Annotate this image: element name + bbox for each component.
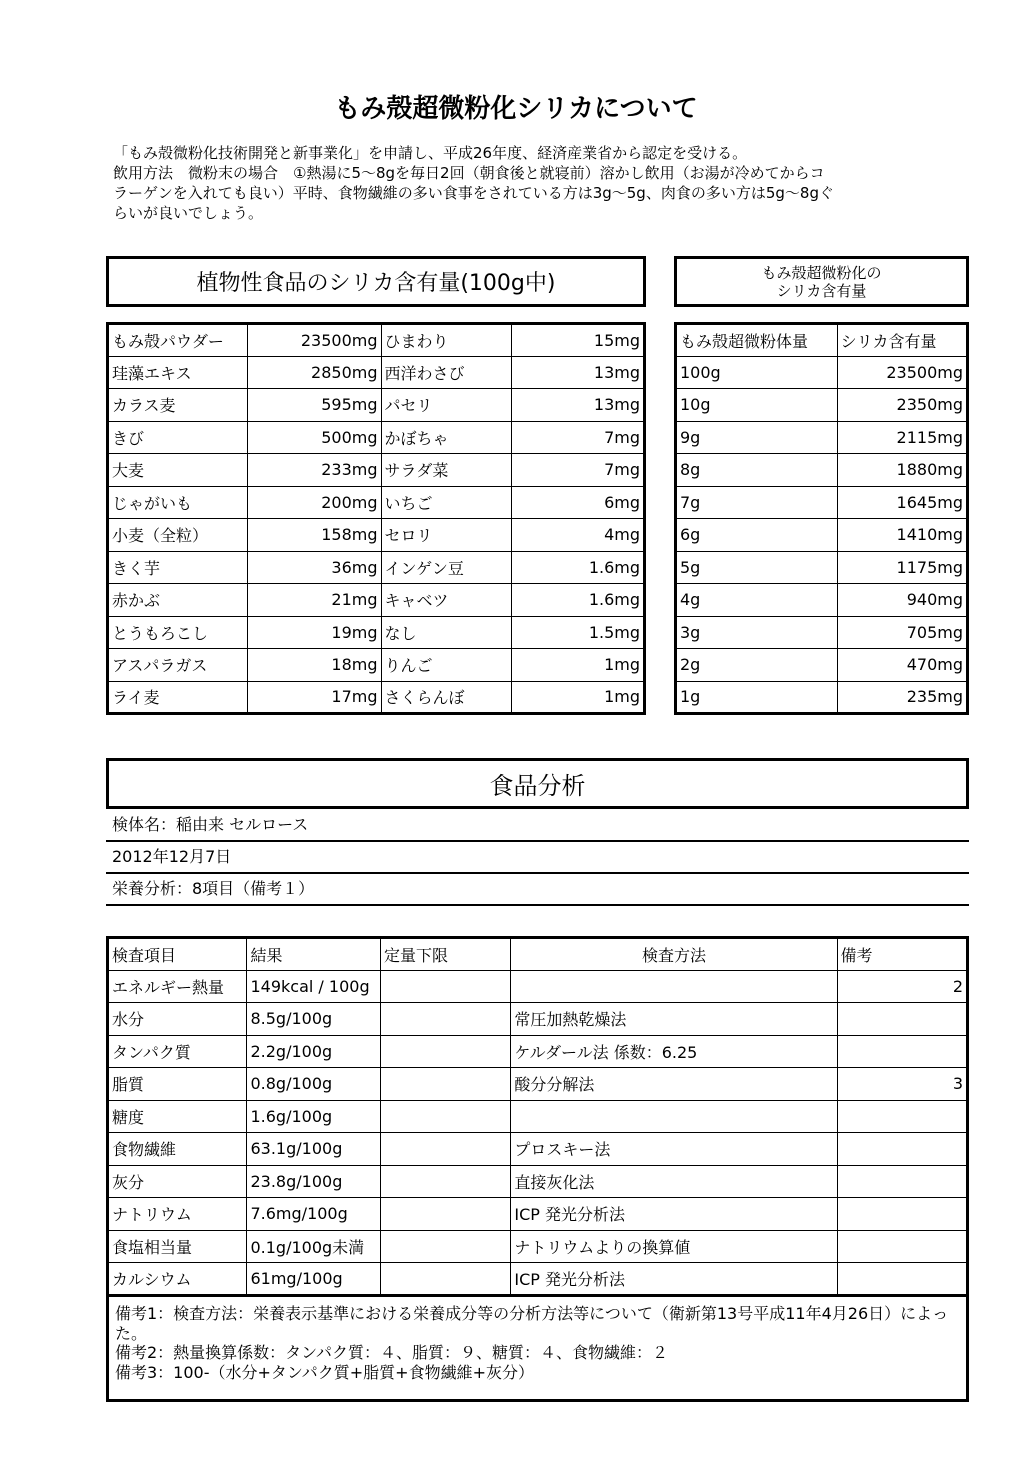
table-cell: りんご bbox=[381, 649, 512, 682]
table-cell bbox=[380, 1230, 510, 1263]
analysis-date: 2012年12月7日 bbox=[106, 842, 969, 874]
table-row bbox=[108, 1035, 968, 1068]
table-row bbox=[108, 551, 645, 584]
table-cell bbox=[380, 1003, 510, 1036]
header-cell: 備考 bbox=[837, 938, 967, 971]
table-row bbox=[108, 1068, 968, 1101]
table-cell: 23500mg bbox=[837, 356, 967, 389]
table-cell: ナトリウム bbox=[108, 1198, 247, 1231]
table-cell: ライ麦 bbox=[108, 681, 248, 714]
momi-silica-table bbox=[674, 322, 969, 715]
table-cell: 1.5mg bbox=[512, 616, 645, 649]
table-row bbox=[108, 486, 645, 519]
table-cell bbox=[837, 1100, 967, 1133]
table-cell: 2350mg bbox=[837, 389, 967, 422]
table-cell bbox=[837, 1263, 967, 1296]
table-cell: 63.1g/100g bbox=[247, 1133, 380, 1166]
table-cell: 1175mg bbox=[837, 551, 967, 584]
table-cell: 糖度 bbox=[108, 1100, 247, 1133]
table-cell: アスパラガス bbox=[108, 649, 248, 682]
table-cell bbox=[511, 970, 837, 1003]
table-row bbox=[676, 356, 968, 389]
intro-line: ラーゲンを入れても良い）平時、食物繊維の多い食事をされている方は3g～5g、肉食の多い方は5g～8gぐ bbox=[113, 184, 834, 202]
table-row bbox=[108, 616, 645, 649]
table-cell: なし bbox=[381, 616, 512, 649]
table-cell: 17mg bbox=[247, 681, 381, 714]
table-row bbox=[676, 584, 968, 617]
table-cell: 0.8g/100g bbox=[247, 1068, 380, 1101]
table-cell: 直接灰化法 bbox=[511, 1165, 837, 1198]
table-row bbox=[108, 356, 645, 389]
table-cell: 1g bbox=[676, 681, 838, 714]
note-line: 備考1：検査方法：栄養表示基準における栄養成分等の分析方法等について（衛新第13号平成11年4月26日）によった。 bbox=[115, 1304, 949, 1343]
header-cell: もみ殻超微粉体量 bbox=[676, 324, 838, 357]
analysis-items: 栄養分析：8項目（備考１） bbox=[106, 874, 969, 906]
page-title: もみ殻超微粉化シリカについて bbox=[334, 94, 698, 124]
table-cell: 常圧加熱乾燥法 bbox=[511, 1003, 837, 1036]
table-row bbox=[108, 324, 645, 357]
table-cell: 7.6mg/100g bbox=[247, 1198, 380, 1231]
table-cell: 大麦 bbox=[108, 454, 248, 487]
table-row bbox=[108, 421, 645, 454]
food-analysis-heading: 食品分析 bbox=[106, 758, 969, 809]
notes-box bbox=[106, 1297, 969, 1402]
table-cell: 940mg bbox=[837, 584, 967, 617]
table-row bbox=[676, 389, 968, 422]
table-cell: 8.5g/100g bbox=[247, 1003, 380, 1036]
table-row bbox=[108, 1198, 968, 1231]
table-cell: 1645mg bbox=[837, 486, 967, 519]
table-cell: 1mg bbox=[512, 649, 645, 682]
plant-silica-heading: 植物性食品のシリカ含有量(100g中) bbox=[106, 256, 646, 307]
table-cell: 1.6mg bbox=[512, 584, 645, 617]
table-cell: 2.2g/100g bbox=[247, 1035, 380, 1068]
table-row bbox=[108, 649, 645, 682]
table-cell: 10g bbox=[676, 389, 838, 422]
header-cell: 検査項目 bbox=[108, 938, 247, 971]
table-cell: 13mg bbox=[512, 356, 645, 389]
table-cell: 2g bbox=[676, 649, 838, 682]
table-cell: サラダ菜 bbox=[381, 454, 512, 487]
table-row bbox=[676, 454, 968, 487]
table-cell bbox=[511, 1100, 837, 1133]
note-line: 備考2：熱量換算係数：タンパク質：４、脂質：９、糖質：４、食物繊維：２ bbox=[115, 1343, 669, 1362]
table-cell: 595mg bbox=[247, 389, 381, 422]
table-cell: ナトリウムよりの換算値 bbox=[511, 1230, 837, 1263]
momi-heading-line: シリカ含有量 bbox=[776, 281, 867, 300]
table-cell: ICP 発光分析法 bbox=[511, 1198, 837, 1231]
table-cell: カルシウム bbox=[108, 1263, 247, 1296]
table-cell bbox=[380, 970, 510, 1003]
table-cell: ICP 発光分析法 bbox=[511, 1263, 837, 1296]
table-row bbox=[108, 970, 968, 1003]
intro-line: 「もみ殻微粉化技術開発と新事業化」を申請し、平成26年度、経済産業省から認定を受ける。 bbox=[113, 144, 748, 162]
table-cell bbox=[380, 1133, 510, 1166]
table-cell: さくらんぼ bbox=[381, 681, 512, 714]
table-row bbox=[676, 486, 968, 519]
table-cell: 1.6g/100g bbox=[247, 1100, 380, 1133]
table-cell: 珪藻エキス bbox=[108, 356, 248, 389]
table-cell: 0.1g/100g未満 bbox=[247, 1230, 380, 1263]
table-cell: カラス麦 bbox=[108, 389, 248, 422]
table-cell: 2850mg bbox=[247, 356, 381, 389]
table-cell: 1880mg bbox=[837, 454, 967, 487]
table-row bbox=[676, 649, 968, 682]
header-cell: 検査方法 bbox=[511, 938, 837, 971]
table-header-row bbox=[676, 324, 968, 357]
note-line: 備考3：100-（水分+タンパク質+脂質+食物繊維+灰分） bbox=[115, 1362, 534, 1382]
table-cell: 6mg bbox=[512, 486, 645, 519]
table-row bbox=[676, 421, 968, 454]
table-cell: 6g bbox=[676, 519, 838, 552]
intro-line: らいが良いでしょう。 bbox=[113, 204, 264, 222]
table-cell: 7g bbox=[676, 486, 838, 519]
table-cell: 149kcal / 100g bbox=[247, 970, 380, 1003]
table-cell: 1mg bbox=[512, 681, 645, 714]
header-cell: シリカ含有量 bbox=[837, 324, 967, 357]
table-cell: 13mg bbox=[512, 389, 645, 422]
table-cell: 酸分分解法 bbox=[511, 1068, 837, 1101]
intro-text bbox=[113, 143, 953, 223]
table-cell: 4mg bbox=[512, 519, 645, 552]
table-row bbox=[108, 1133, 968, 1166]
table-cell: 7mg bbox=[512, 454, 645, 487]
table-cell: きく芋 bbox=[108, 551, 248, 584]
table-row bbox=[108, 681, 645, 714]
food-analysis-table bbox=[106, 936, 969, 1297]
plant-silica-table bbox=[106, 322, 646, 715]
table-cell: キャベツ bbox=[381, 584, 512, 617]
table-cell: 5g bbox=[676, 551, 838, 584]
table-row bbox=[108, 1263, 968, 1296]
table-cell bbox=[380, 1263, 510, 1296]
table-row bbox=[108, 1165, 968, 1198]
table-cell: 食物繊維 bbox=[108, 1133, 247, 1166]
table-cell: プロスキー法 bbox=[511, 1133, 837, 1166]
table-cell: とうもろこし bbox=[108, 616, 248, 649]
momi-heading-line: もみ殻超微粉化の bbox=[761, 263, 882, 282]
table-row bbox=[108, 1003, 968, 1036]
table-cell: 705mg bbox=[837, 616, 967, 649]
table-cell: 19mg bbox=[247, 616, 381, 649]
table-cell bbox=[380, 1068, 510, 1101]
table-cell: きび bbox=[108, 421, 248, 454]
table-cell: ひまわり bbox=[381, 324, 512, 357]
table-cell bbox=[837, 1198, 967, 1231]
table-cell: 2115mg bbox=[837, 421, 967, 454]
table-cell: 4g bbox=[676, 584, 838, 617]
table-cell: 15mg bbox=[512, 324, 645, 357]
table-cell bbox=[837, 1035, 967, 1068]
table-cell: 235mg bbox=[837, 681, 967, 714]
table-row bbox=[676, 519, 968, 552]
table-cell: 36mg bbox=[247, 551, 381, 584]
table-cell: 水分 bbox=[108, 1003, 247, 1036]
table-cell: 2 bbox=[837, 970, 967, 1003]
table-cell: タンパク質 bbox=[108, 1035, 247, 1068]
table-row bbox=[676, 551, 968, 584]
header-cell: 結果 bbox=[247, 938, 380, 971]
table-cell: 1410mg bbox=[837, 519, 967, 552]
table-cell: 脂質 bbox=[108, 1068, 247, 1101]
table-row bbox=[108, 1230, 968, 1263]
header-cell: 定量下限 bbox=[380, 938, 510, 971]
table-cell: エネルギー熱量 bbox=[108, 970, 247, 1003]
table-cell: ケルダール法 係数：6.25 bbox=[511, 1035, 837, 1068]
table-cell: 3g bbox=[676, 616, 838, 649]
table-cell bbox=[837, 1230, 967, 1263]
table-row bbox=[676, 616, 968, 649]
table-cell: 61mg/100g bbox=[247, 1263, 380, 1296]
table-row bbox=[108, 389, 645, 422]
table-cell: 158mg bbox=[247, 519, 381, 552]
table-row bbox=[108, 584, 645, 617]
table-cell: 灰分 bbox=[108, 1165, 247, 1198]
table-cell bbox=[837, 1165, 967, 1198]
sample-name: 検体名：稲由来 セルロース bbox=[106, 810, 969, 842]
table-cell: 小麦（全粒） bbox=[108, 519, 248, 552]
table-cell: もみ殻パウダー bbox=[108, 324, 248, 357]
intro-line: 飲用方法 微粉末の場合 ①熱湯に5～8gを毎日2回（朝食後と就寝前）溶かし飲用（お湯が冷めてからコ bbox=[113, 164, 825, 182]
table-row bbox=[108, 454, 645, 487]
table-cell: 200mg bbox=[247, 486, 381, 519]
table-row bbox=[108, 519, 645, 552]
table-cell bbox=[380, 1165, 510, 1198]
table-row bbox=[676, 681, 968, 714]
table-cell: セロリ bbox=[381, 519, 512, 552]
table-row bbox=[108, 1100, 968, 1133]
table-cell bbox=[380, 1198, 510, 1231]
table-cell: 500mg bbox=[247, 421, 381, 454]
table-cell: じゃがいも bbox=[108, 486, 248, 519]
table-cell bbox=[837, 1003, 967, 1036]
table-cell: パセリ bbox=[381, 389, 512, 422]
table-cell: 食塩相当量 bbox=[108, 1230, 247, 1263]
table-header-row bbox=[108, 938, 968, 971]
table-cell: インゲン豆 bbox=[381, 551, 512, 584]
table-cell bbox=[837, 1133, 967, 1166]
table-cell: いちご bbox=[381, 486, 512, 519]
table-cell: 1.6mg bbox=[512, 551, 645, 584]
table-cell: 3 bbox=[837, 1068, 967, 1101]
table-cell: 23500mg bbox=[247, 324, 381, 357]
momi-silica-heading bbox=[674, 256, 969, 307]
table-cell: 8g bbox=[676, 454, 838, 487]
table-cell bbox=[380, 1100, 510, 1133]
table-cell: かぼちゃ bbox=[381, 421, 512, 454]
table-cell: 西洋わさび bbox=[381, 356, 512, 389]
table-cell: 21mg bbox=[247, 584, 381, 617]
table-cell: 7mg bbox=[512, 421, 645, 454]
table-cell: 100g bbox=[676, 356, 838, 389]
table-cell: 233mg bbox=[247, 454, 381, 487]
table-cell bbox=[380, 1035, 510, 1068]
table-cell: 18mg bbox=[247, 649, 381, 682]
table-cell: 赤かぶ bbox=[108, 584, 248, 617]
table-cell: 23.8g/100g bbox=[247, 1165, 380, 1198]
table-cell: 9g bbox=[676, 421, 838, 454]
table-cell: 470mg bbox=[837, 649, 967, 682]
